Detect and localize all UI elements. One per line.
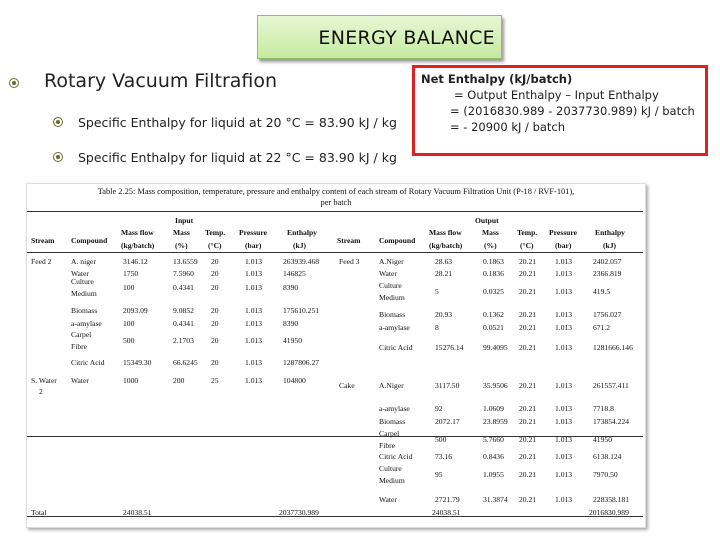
output-mass-percent-cell: 99.4095 xyxy=(483,343,508,352)
input-mass-percent-cell: 200 xyxy=(173,376,185,385)
input-compound-cell: A. niger xyxy=(71,257,96,266)
input-stream-cell: Feed 2 xyxy=(31,257,52,266)
input-enthalpy-cell: 8390 xyxy=(283,319,299,328)
output-compound-cell: Medium xyxy=(379,476,405,485)
input-mass-flow-cell: 100 xyxy=(123,319,135,328)
col-header-compound: Compound xyxy=(379,236,416,245)
output-mass-percent-cell: 31.3874 xyxy=(483,495,508,504)
net-enthalpy-box xyxy=(412,65,708,156)
output-mass-flow-cell: 15276.14 xyxy=(435,343,464,352)
input-stream-cell: 2 xyxy=(39,387,43,396)
output-mass-flow-cell: 2721.79 xyxy=(435,495,460,504)
bullet-text-22c: Specific Enthalpy for liquid at 22 °C = 83.90 kJ / kg xyxy=(78,150,397,165)
output-enthalpy-cell: 6138.124 xyxy=(593,452,622,461)
output-enthalpy-cell: 261557.411 xyxy=(593,381,629,390)
table-rule xyxy=(27,211,643,212)
output-pressure-cell: 1.013 xyxy=(555,257,573,266)
col-header-stream: Stream xyxy=(31,236,55,245)
output-compound-cell: Culture xyxy=(379,464,402,473)
col-header-pressure: Pressure xyxy=(549,228,577,237)
output-temp-cell: 20.21 xyxy=(519,257,537,266)
input-mass-percent-cell: 66.6245 xyxy=(173,358,198,367)
output-pressure-cell: 1.013 xyxy=(555,470,573,479)
output-pressure-cell: 1.013 xyxy=(555,269,573,278)
total-output-flow: 24038.51 xyxy=(432,508,461,517)
output-pressure-cell: 1.013 xyxy=(555,452,573,461)
output-temp-cell: 20.21 xyxy=(519,452,537,461)
output-mass-percent-cell: 1.0609 xyxy=(483,404,504,413)
input-mass-flow-cell: 3146.12 xyxy=(123,257,148,266)
col-header-stream: Stream xyxy=(337,236,361,245)
output-mass-percent-cell: 5.7660 xyxy=(483,435,504,444)
col-header-mass-flow-unit: (kg/batch) xyxy=(121,241,155,250)
output-mass-percent-cell: 35.9506 xyxy=(483,381,508,390)
input-temp-cell: 20 xyxy=(211,306,219,315)
net-enthalpy-line3: = - 20900 kJ / batch xyxy=(450,120,566,134)
output-temp-cell: 20.21 xyxy=(519,323,537,332)
col-header-temp: Temp. xyxy=(205,228,226,237)
output-mass-percent-cell: 0.1362 xyxy=(483,310,504,319)
input-temp-cell: 20 xyxy=(211,336,219,345)
input-pressure-cell: 1.013 xyxy=(245,336,263,345)
input-enthalpy-cell: 263939.468 xyxy=(283,257,320,266)
output-mass-flow-cell: 28.63 xyxy=(435,257,453,266)
input-pressure-cell: 1.013 xyxy=(245,358,263,367)
output-mass-flow-cell: 500 xyxy=(435,435,447,444)
input-mass-percent-cell: 9.0852 xyxy=(173,306,194,315)
input-compound-cell: Culture xyxy=(71,277,94,286)
output-mass-percent-cell: 0.0521 xyxy=(483,323,504,332)
input-temp-cell: 20 xyxy=(211,257,219,266)
input-mass-flow-cell: 1000 xyxy=(123,376,139,385)
output-compound-cell: Citric Acid xyxy=(379,452,413,461)
output-compound-cell: Water xyxy=(379,495,397,504)
input-enthalpy-cell: 175610.251 xyxy=(283,306,320,315)
table-rule xyxy=(27,436,643,437)
output-mass-flow-cell: 28.21 xyxy=(435,269,453,278)
section-heading: Rotary Vacuum Filtrafion xyxy=(44,70,278,92)
output-temp-cell: 20.21 xyxy=(519,343,537,352)
total-input-flow: 24038.51 xyxy=(123,508,152,517)
col-header-mass: Mass xyxy=(482,228,499,237)
output-mass-flow-cell: 73.16 xyxy=(435,452,453,461)
col-header-mass-unit: (%) xyxy=(484,241,497,250)
output-compound-cell: Carpel xyxy=(379,429,400,438)
input-compound-cell: Carpel xyxy=(71,330,92,339)
output-compound-cell: A.Niger xyxy=(379,257,404,266)
output-mass-flow-cell: 95 xyxy=(435,470,443,479)
output-mass-percent-cell: 0.0325 xyxy=(483,287,504,296)
output-compound-cell: Citric Acid xyxy=(379,343,413,352)
output-pressure-cell: 1.013 xyxy=(555,287,573,296)
output-temp-cell: 20.21 xyxy=(519,404,537,413)
input-mass-flow-cell: 100 xyxy=(123,283,135,292)
col-header-pressure-unit: (bar) xyxy=(555,241,572,250)
input-compound-cell: Medium xyxy=(71,289,97,298)
col-header-mass: Mass xyxy=(173,228,190,237)
input-mass-percent-cell: 0.4341 xyxy=(173,283,194,292)
input-enthalpy-cell: 41950 xyxy=(283,336,302,345)
output-enthalpy-cell: 671.2 xyxy=(593,323,611,332)
total-input-enthalpy: 2037730.989 xyxy=(279,508,319,517)
net-enthalpy-title: Net Enthalpy (kJ/batch) xyxy=(421,72,573,86)
total-label: Total xyxy=(31,508,47,517)
table-caption-line1: Table 2.25: Mass composition, temperature, pressure and enthalpy content of each stream of Rotary Vacuum Filtration Unit (P-18 / RVF-101), xyxy=(97,187,575,196)
output-pressure-cell: 1.013 xyxy=(555,435,573,444)
output-compound-cell: Biomass xyxy=(379,417,406,426)
output-pressure-cell: 1.013 xyxy=(555,495,573,504)
output-pressure-cell: 1.013 xyxy=(555,343,573,352)
output-compound-cell: a-amylase xyxy=(379,404,410,413)
output-enthalpy-cell: 2402.057 xyxy=(593,257,622,266)
input-enthalpy-cell: 1287806.27 xyxy=(283,358,320,367)
input-enthalpy-cell: 8390 xyxy=(283,283,299,292)
bullet-icon xyxy=(9,78,19,88)
input-compound-cell: Biomass xyxy=(71,306,98,315)
output-compound-cell: a-amylase xyxy=(379,323,410,332)
col-header-enthalpy: Enthalpy xyxy=(287,228,317,237)
mass-balance-table-scan xyxy=(26,183,646,528)
output-mass-flow-cell: 2072.17 xyxy=(435,417,460,426)
output-enthalpy-cell: 1756.027 xyxy=(593,310,622,319)
title-banner xyxy=(257,15,502,59)
output-enthalpy-cell: 41950 xyxy=(593,435,612,444)
input-temp-cell: 20 xyxy=(211,283,219,292)
input-temp-cell: 25 xyxy=(211,376,219,385)
page-title: ENERGY BALANCE xyxy=(318,27,495,49)
col-header-pressure-unit: (bar) xyxy=(245,241,262,250)
output-stream-cell: Feed 3 xyxy=(339,257,360,266)
input-compound-cell: Water xyxy=(71,376,89,385)
output-temp-cell: 20.21 xyxy=(519,435,537,444)
output-compound-cell: Medium xyxy=(379,293,405,302)
col-header-mass-flow: Mass flow xyxy=(429,228,462,237)
col-header-compound: Compound xyxy=(71,236,108,245)
output-mass-percent-cell: 1.0955 xyxy=(483,470,504,479)
output-stream-cell: Cake xyxy=(339,381,355,390)
input-mass-percent-cell: 13.6559 xyxy=(173,257,198,266)
input-pressure-cell: 1.013 xyxy=(245,306,263,315)
bullet-text-20c: Specific Enthalpy for liquid at 20 °C = 83.90 kJ / kg xyxy=(78,115,397,130)
table-caption xyxy=(30,186,642,208)
output-compound-cell: Culture xyxy=(379,281,402,290)
output-group-header: Output xyxy=(475,216,499,225)
col-header-pressure: Pressure xyxy=(239,228,267,237)
input-pressure-cell: 1.013 xyxy=(245,283,263,292)
col-header-mass-unit: (%) xyxy=(175,241,188,250)
output-mass-percent-cell: 0.1836 xyxy=(483,269,504,278)
bullet-icon xyxy=(53,117,63,127)
output-temp-cell: 20.21 xyxy=(519,287,537,296)
input-mass-percent-cell: 7.5960 xyxy=(173,269,194,278)
input-pressure-cell: 1.013 xyxy=(245,319,263,328)
total-output-enthalpy: 2016830.989 xyxy=(589,508,629,517)
output-compound-cell: Water xyxy=(379,269,397,278)
input-pressure-cell: 1.013 xyxy=(245,376,263,385)
input-stream-cell: S. Water xyxy=(31,376,57,385)
input-compound-cell: Water xyxy=(71,269,89,278)
output-pressure-cell: 1.013 xyxy=(555,381,573,390)
output-enthalpy-cell: 228358.181 xyxy=(593,495,630,504)
output-mass-flow-cell: 92 xyxy=(435,404,443,413)
col-header-mass-flow: Mass flow xyxy=(121,228,154,237)
output-enthalpy-cell: 7718.8 xyxy=(593,404,614,413)
output-temp-cell: 20.21 xyxy=(519,269,537,278)
input-mass-flow-cell: 15349.30 xyxy=(123,358,152,367)
net-enthalpy-line2: = (2016830.989 - 2037730.989) kJ / batch xyxy=(450,104,695,118)
table-caption-line2: per batch xyxy=(320,198,352,207)
input-mass-percent-cell: 2.1703 xyxy=(173,336,194,345)
col-header-mass-flow-unit: (kg/batch) xyxy=(429,241,463,250)
net-enthalpy-line1: = Output Enthalpy – Input Enthalpy xyxy=(454,88,659,102)
output-enthalpy-cell: 2366.819 xyxy=(593,269,622,278)
col-header-enthalpy-unit: (kJ) xyxy=(603,241,617,250)
output-compound-cell: Biomass xyxy=(379,310,406,319)
input-mass-flow-cell: 500 xyxy=(123,336,135,345)
output-temp-cell: 20.21 xyxy=(519,381,537,390)
input-mass-percent-cell: 0.4341 xyxy=(173,319,194,328)
output-pressure-cell: 1.013 xyxy=(555,323,573,332)
bullet-icon xyxy=(53,152,63,162)
output-mass-percent-cell: 0.8436 xyxy=(483,452,504,461)
input-group-header: Input xyxy=(175,216,194,225)
output-pressure-cell: 1.013 xyxy=(555,417,573,426)
table-rule xyxy=(27,252,643,253)
input-compound-cell: a-amylase xyxy=(71,319,102,328)
input-enthalpy-cell: 104800 xyxy=(283,376,306,385)
table-rule xyxy=(27,516,643,517)
input-pressure-cell: 1.013 xyxy=(245,257,263,266)
input-mass-flow-cell: 1750 xyxy=(123,269,139,278)
input-temp-cell: 20 xyxy=(211,358,219,367)
col-header-enthalpy-unit: (kJ) xyxy=(293,241,307,250)
col-header-enthalpy: Enthalpy xyxy=(595,228,625,237)
input-compound-cell: Fibre xyxy=(71,342,88,351)
output-mass-flow-cell: 3117.50 xyxy=(435,381,460,390)
input-compound-cell: Citric Acid xyxy=(71,358,105,367)
output-mass-flow-cell: 20.93 xyxy=(435,310,453,319)
input-mass-flow-cell: 2093.09 xyxy=(123,306,148,315)
output-enthalpy-cell: 1281666.146 xyxy=(593,343,633,352)
output-enthalpy-cell: 419.5 xyxy=(593,287,611,296)
col-header-temp-unit: (°C) xyxy=(208,241,222,250)
input-enthalpy-cell: 146825 xyxy=(283,269,306,278)
output-mass-flow-cell: 5 xyxy=(435,287,439,296)
col-header-temp-unit: (°C) xyxy=(520,241,534,250)
col-header-temp: Temp. xyxy=(517,228,538,237)
input-temp-cell: 20 xyxy=(211,319,219,328)
output-temp-cell: 20.21 xyxy=(519,470,537,479)
input-pressure-cell: 1.013 xyxy=(245,269,263,278)
output-temp-cell: 20.21 xyxy=(519,417,537,426)
output-mass-percent-cell: 23.8959 xyxy=(483,417,508,426)
output-compound-cell: A.Niger xyxy=(379,381,404,390)
output-mass-flow-cell: 8 xyxy=(435,323,439,332)
output-enthalpy-cell: 7970.50 xyxy=(593,470,618,479)
output-temp-cell: 20.21 xyxy=(519,310,537,319)
output-enthalpy-cell: 173854.224 xyxy=(593,417,630,426)
output-pressure-cell: 1.013 xyxy=(555,310,573,319)
input-temp-cell: 20 xyxy=(211,269,219,278)
output-temp-cell: 20.21 xyxy=(519,495,537,504)
output-compound-cell: Fibre xyxy=(379,441,396,450)
output-pressure-cell: 1.013 xyxy=(555,404,573,413)
output-mass-percent-cell: 0.1863 xyxy=(483,257,504,266)
